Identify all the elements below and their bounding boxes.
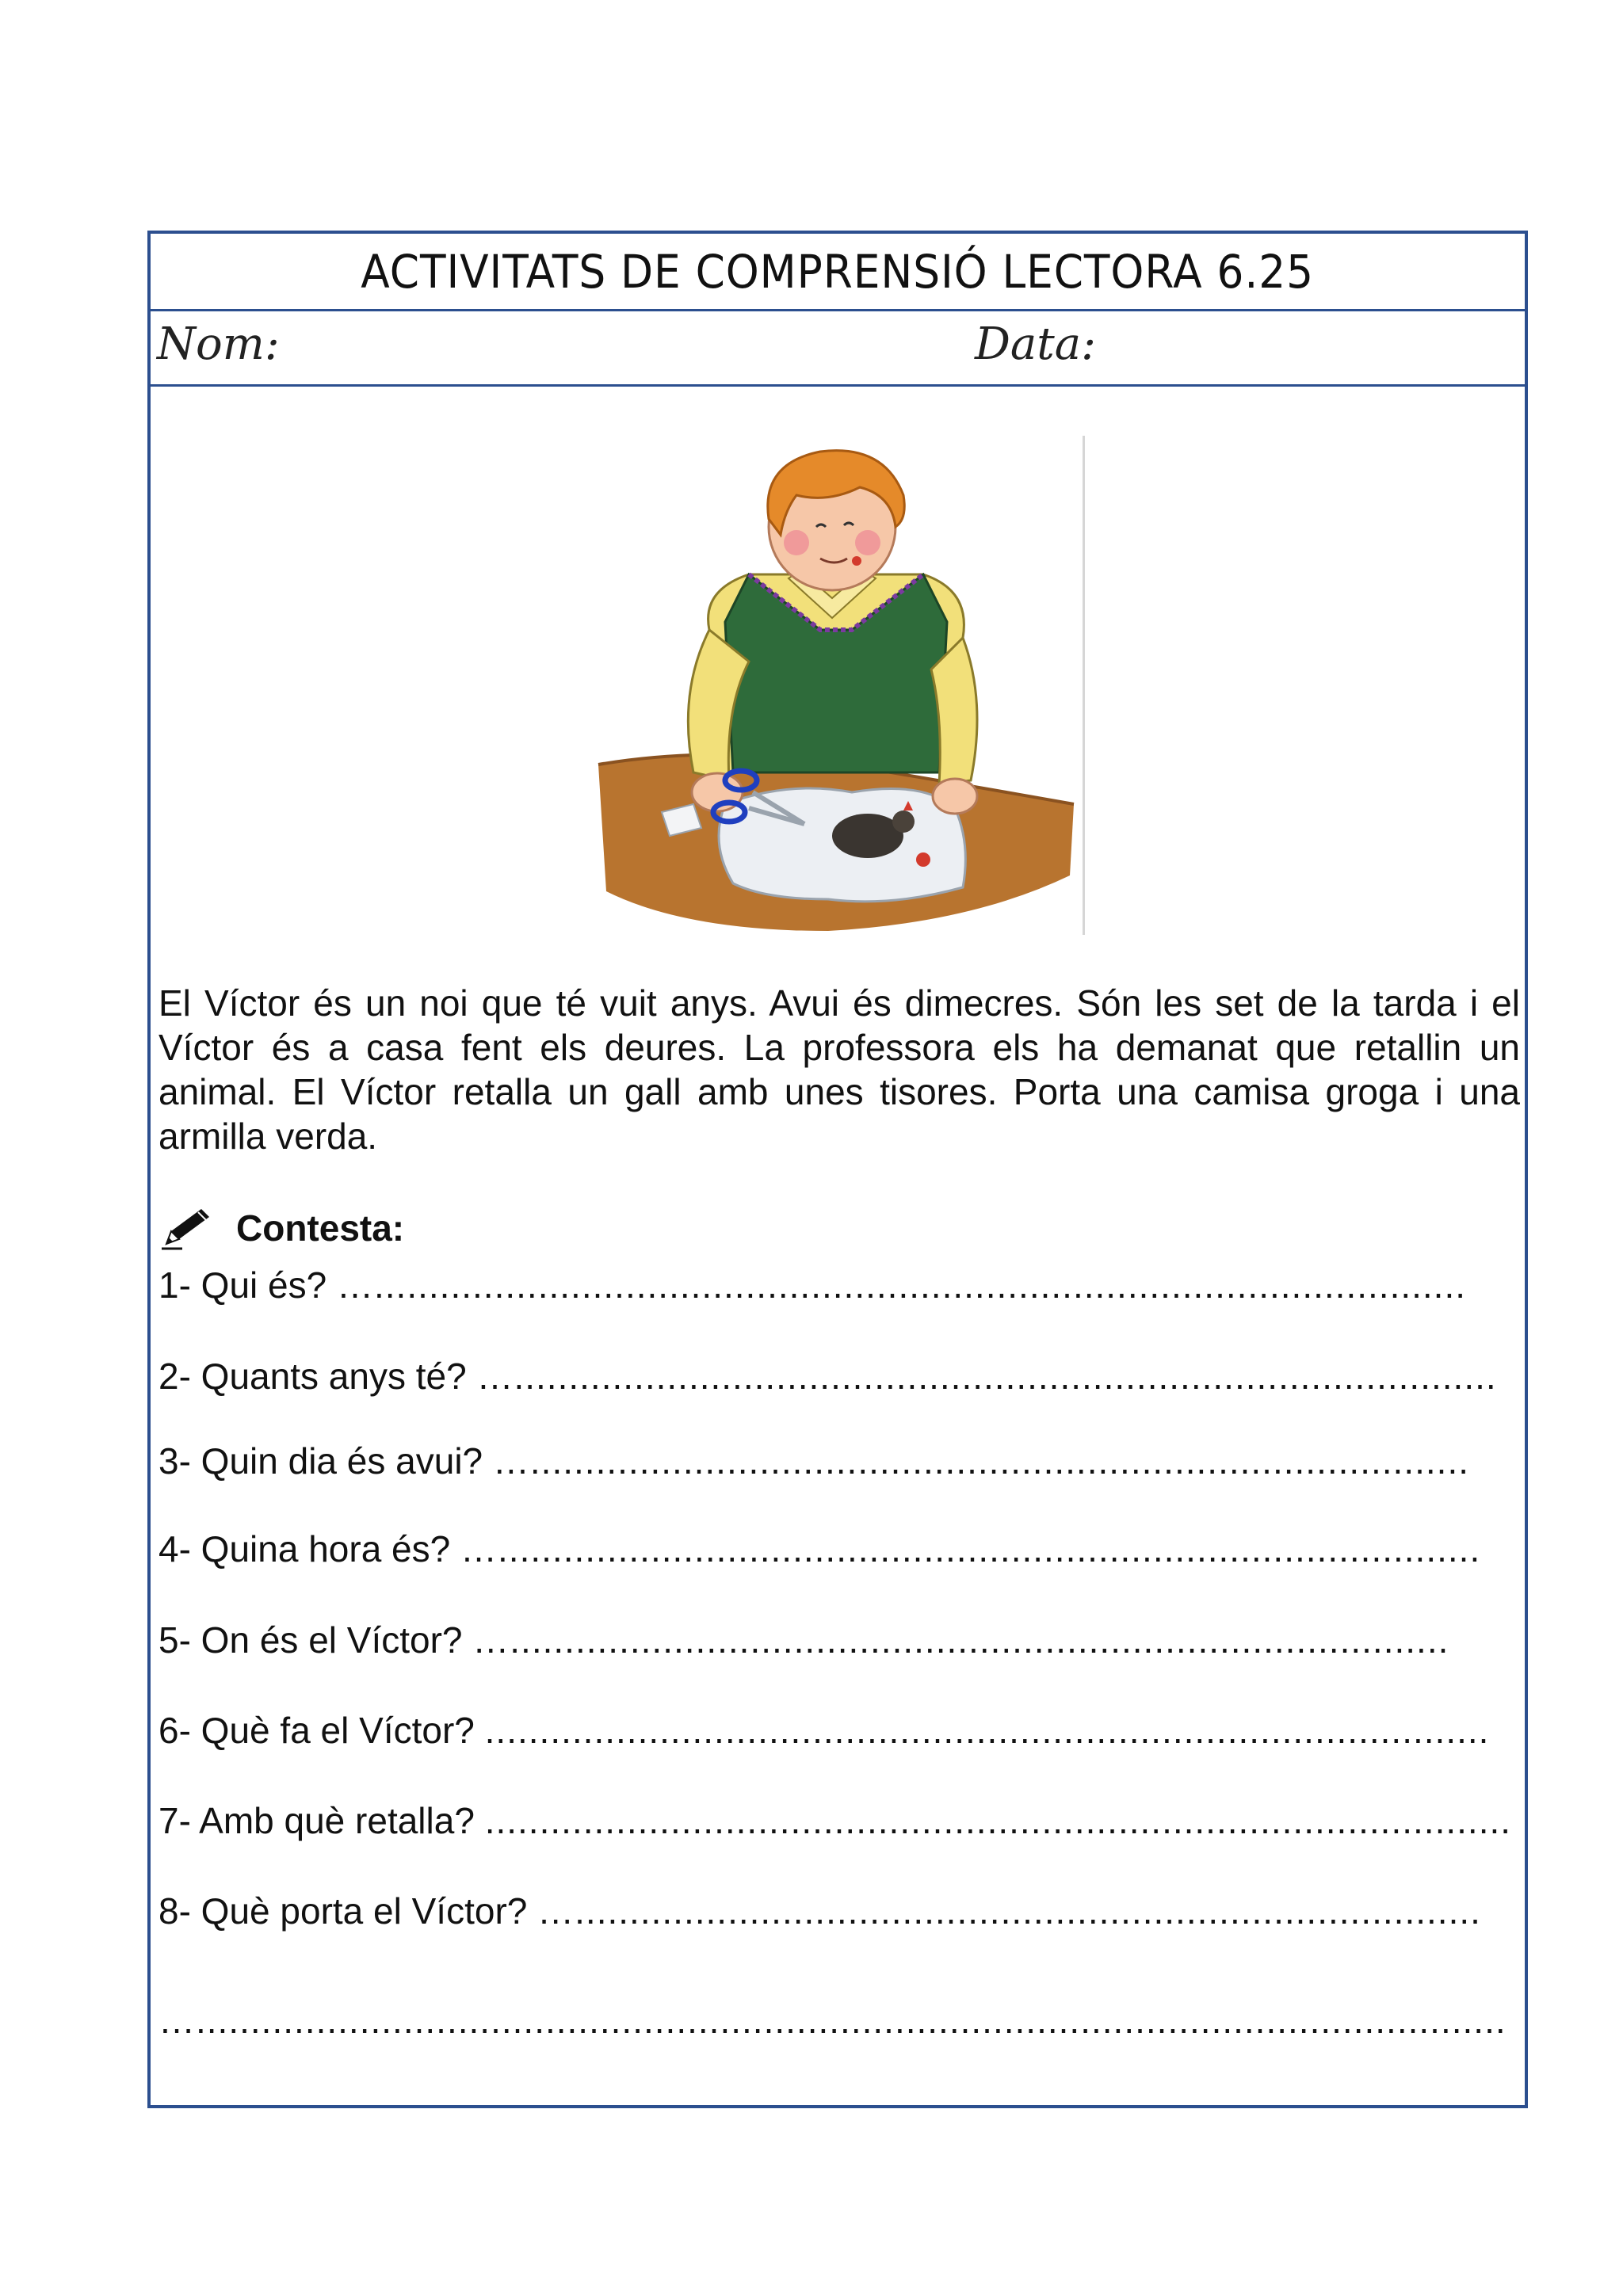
question-4: 4- Quina hora és? ….......................................................................................... [158,1528,1481,1569]
answer-line-3: …...................................................................................... [492,1440,1470,1482]
question-7: 7- Amb què retalla? .............................................................................................. [158,1800,1512,1841]
question-5: 5- On és el Víctor? …...................................................................................... [158,1619,1449,1661]
answer-line-4: ….......................................................................................... [460,1528,1481,1569]
question-3: 3- Quin dia és avui? …...................................................................................... [158,1440,1470,1482]
answer-line-1: ….................................................................................................... [337,1264,1467,1306]
answer-line-5: …...................................................................................... [472,1619,1449,1661]
page-title: ACTIVITATS DE COMPRENSIÓ LECTORA 6.25 [361,244,1315,299]
question-1: 1- Qui és? ….................................................................................................... [158,1264,1467,1306]
reading-passage: El Víctor és un noi que té vuit anys. Avui és dimecres. Són les set de la tarda i el Víctor és a casa fent els deures. La professora els ha demanat que retallin un animal. El Víctor retalla un gall amb unes tisores. Porta una camisa groga i una armilla verda. [158,982,1520,1157]
answer-line-6: ............................................................................................ [484,1710,1490,1751]
contesta-heading-row [158,1204,404,1252]
name-label: Nom: [157,318,280,370]
name-date-row [151,309,1525,387]
worksheet [147,231,1528,2108]
question-6: 6- Què fa el Víctor? ............................................................................................ [158,1710,1490,1751]
question-2: 2- Quants anys té? ….......................................................................................... [158,1356,1497,1397]
answer-line-8: …................................................................................... [537,1890,1481,1932]
question-8: 8- Què porta el Víctor? …................................................................................... [158,1890,1481,1932]
extra-answer-line [158,1999,1507,2042]
date-label: Data: [975,318,1097,370]
answer-line-2: ….......................................................................................... [476,1356,1497,1397]
boy-cutting-illustration [590,432,1082,939]
contesta-heading: Contesta: [236,1207,405,1249]
title-row [151,234,1525,311]
pencil-icon [158,1204,216,1252]
answer-line-7: .............................................................................................. [484,1800,1512,1841]
image-divider [1083,436,1085,935]
answer-line-9: …........................................................................................................................ [158,2000,1507,2041]
